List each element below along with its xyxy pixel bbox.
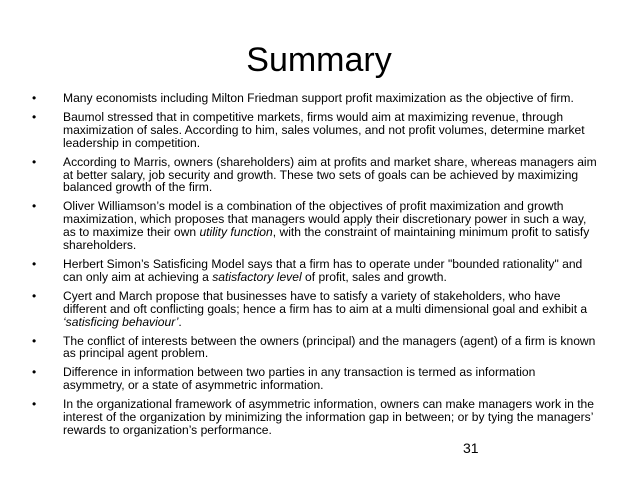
bullet-text <box>63 257 582 284</box>
bullet-list <box>32 92 598 443</box>
bullet-item <box>32 156 598 195</box>
bullet-text-start: Cyert and March propose that businesses have to satisfy a variety of stakeholders, who have different and oft conflicting goals; hence a firm has to aim at a multi dimensional goal and exhibit a <box>63 288 588 316</box>
bullet-icon: • <box>32 199 37 214</box>
bullet-item <box>32 111 598 150</box>
emphasis-text: utility function <box>199 225 273 240</box>
bullet-item <box>32 92 598 105</box>
bullet-text-start: Oliver Williamson’s model is a combination of the objectives of profit maximization and growth maximization, which proposes that managers would apply their discretionary power in such a way, as to maximize their own <box>63 199 587 240</box>
bullet-item <box>32 200 598 252</box>
bullet-icon: • <box>32 256 37 271</box>
bullet-item <box>32 258 598 284</box>
bullet-icon: • <box>32 288 37 303</box>
bullet-item <box>32 290 598 329</box>
bullet-text-end: , with the constraint of maintaining minimum profit to satisfy shareholders. <box>63 225 590 253</box>
bullet-icon: • <box>32 154 37 169</box>
slide-title: Summary <box>246 41 392 79</box>
bullet-text <box>63 199 589 252</box>
bullet-text-start: Herbert Simon’s Satisficing Model says that a firm has to operate under "bounded rationality" and can only aim at achieving a <box>63 256 583 284</box>
bullet-text: Many economists including Milton Friedman support profit maximization as the objective of firm. <box>63 91 574 105</box>
emphasis-text: satisfactory level <box>212 269 302 284</box>
bullet-icon: • <box>32 109 37 124</box>
bullet-text: The conflict of interests between the owners (principal) and the managers (agent) of a firm is known as principal agent problem. <box>63 333 596 361</box>
bullet-text-end: of profit, sales and growth. <box>301 269 447 284</box>
bullet-text: Difference in information between two parties in any transaction is termed as information asymmetry, or a state of asymmetric information. <box>63 365 536 393</box>
page-number: 31 <box>463 440 479 456</box>
bullet-icon: • <box>32 91 37 105</box>
bullet-icon: • <box>32 365 37 380</box>
bullet-text: Baumol stressed that in competitive markets, firms would aim at maximizing revenue, through maximization of sales. According to him, sales volumes, and not profit volumes, determine market leadership in competition. <box>63 109 585 150</box>
bullet-text: According to Marris, owners (shareholders) aim at profits and market share, whereas managers aim at better salary, job security and growth. These two sets of goals can be achieved by maximizing balanced growth of the firm. <box>63 154 597 195</box>
bullet-text-end: . <box>178 314 182 329</box>
bullet-item <box>32 335 598 361</box>
bullet-text <box>63 289 587 329</box>
emphasis-text: ‘satisficing behaviour’ <box>63 314 179 329</box>
bullet-item <box>32 366 598 392</box>
bullet-icon: • <box>32 397 37 412</box>
bullet-text: In the organizational framework of asymmetric information, owners can make managers work in the interest of the organization by minimizing the information gap in between; or by tying the managers’ rewards to organization’s performance. <box>63 397 595 437</box>
bullet-icon: • <box>32 333 37 348</box>
bullet-item <box>32 398 598 437</box>
